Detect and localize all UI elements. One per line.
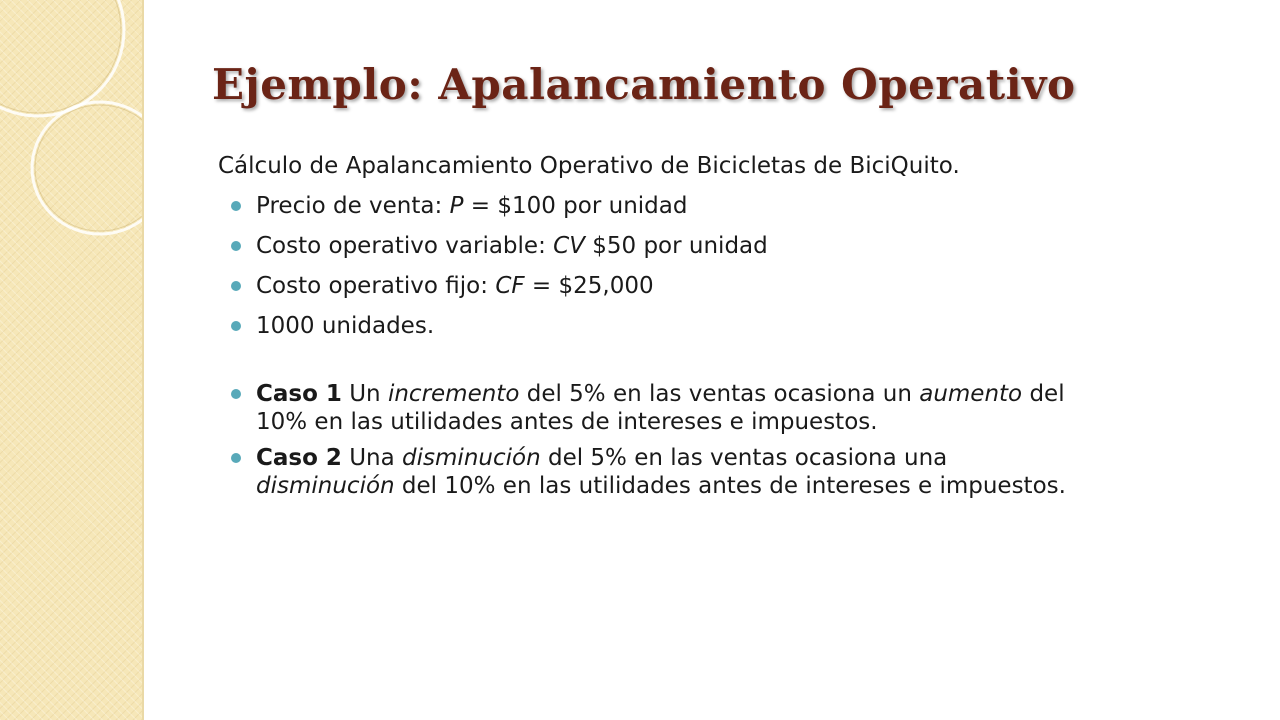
case-text: del 10% en las utilidades antes de intereses e impuestos. (394, 473, 1066, 499)
list-item (218, 312, 1078, 340)
bullet-icon (231, 241, 241, 251)
intro-text: Cálculo de Apalancamiento Operativo de Bicicletas de BiciQuito. (218, 153, 960, 179)
case-emphasis: disminución (402, 445, 541, 471)
fact-label: Precio de venta: (256, 193, 450, 219)
bullet-icon (231, 453, 241, 463)
bullet-icon (231, 201, 241, 211)
case-text: del 5% en las ventas ocasiona una (540, 445, 948, 471)
fact-value: = $25,000 (524, 273, 654, 299)
bullet-icon (231, 389, 241, 399)
case-emphasis: disminución (256, 473, 395, 499)
list-item (218, 232, 1078, 260)
case-text: Un (341, 381, 388, 407)
fact-label: Costo operativo variable: (256, 233, 554, 259)
case-emphasis: aumento (919, 381, 1023, 407)
case-item (218, 380, 1078, 436)
bullet-icon (231, 321, 241, 331)
cases-list (218, 380, 1078, 500)
fact-symbol: CF (495, 273, 525, 299)
decorative-side-panel (0, 0, 144, 720)
case-text: del 5% en las ventas ocasiona un (519, 381, 920, 407)
fact-symbol: P (449, 193, 464, 219)
case-item (218, 444, 1078, 500)
decorative-rings (0, 0, 142, 720)
list-item (218, 272, 1078, 300)
case-name: Caso 1 (256, 381, 342, 407)
case-text: del 10% en las utilidades antes de intereses e impuestos. (256, 381, 1065, 435)
fact-symbol: CV (553, 233, 585, 259)
case-emphasis: incremento (387, 381, 520, 407)
list-item (218, 192, 1078, 220)
fact-value: = $100 por unidad (463, 193, 688, 219)
slide-content (218, 152, 1078, 508)
case-name: Caso 2 (256, 445, 342, 471)
slide-title: Ejemplo: Apalancamiento Operativo (212, 60, 1076, 109)
facts-list (218, 192, 1078, 340)
fact-label: Costo operativo fijo: (256, 273, 496, 299)
fact-value: $50 por unidad (584, 233, 768, 259)
fact-label: 1000 unidades. (256, 313, 435, 339)
bullet-icon (231, 281, 241, 291)
case-text: Una (341, 445, 403, 471)
